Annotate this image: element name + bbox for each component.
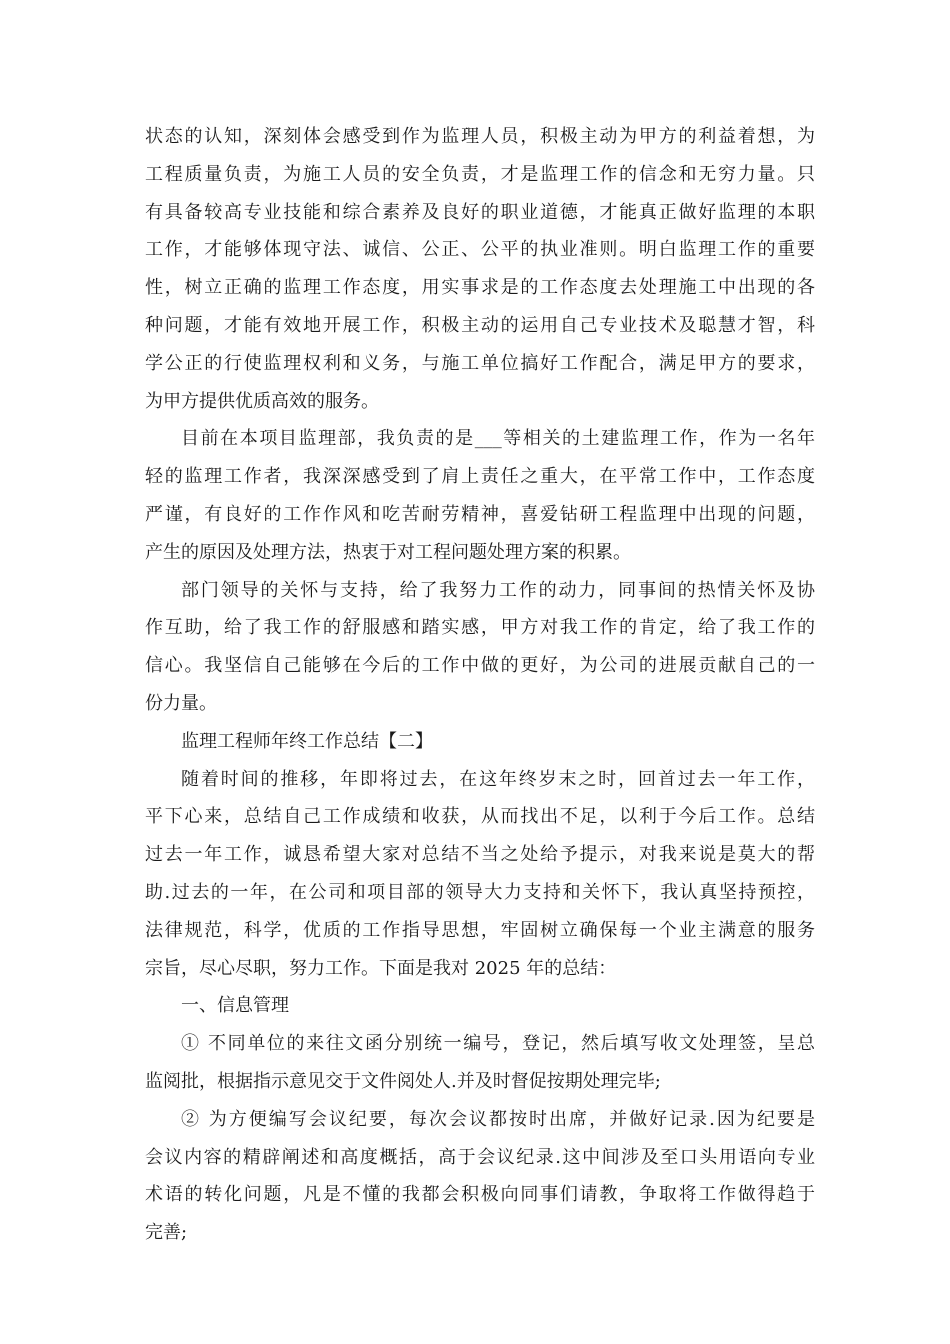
text-line: 目前在本项目监理部，我负责的是___等相关的土建监理工作，作为一名年 xyxy=(181,428,815,450)
text-line: 宗旨，尽心尽职，努力工作。下面是我对 2025 年的总结： xyxy=(145,957,617,979)
paragraph xyxy=(145,761,815,988)
text-line: 信心。我坚信自己能够在今后的工作中做的更好，为公司的进展贡献自己的一 xyxy=(145,655,815,677)
text-line: 为甲方提供优质高效的服务。 xyxy=(145,390,379,412)
paragraph xyxy=(145,1025,815,1101)
text-line: 产生的原因及处理方法，热衷于对工程问题处理方案的积累。 xyxy=(145,541,631,563)
text-line: 术语的转化问题，凡是不懂的我都会积极向同事们请教，争取将工作做得趋于 xyxy=(145,1184,815,1206)
text-line: 会议内容的精辟阐述和高度概括，高于会议纪录.这中间涉及至口头用语向专业 xyxy=(145,1146,815,1168)
text-line: 性，树立正确的监理工作态度，用实事求是的工作态度去处理施工中出现的各 xyxy=(145,277,815,299)
text-line: 学公正的行使监理权利和义务，与施工单位搞好工作配合，满足甲方的要求， xyxy=(145,352,815,374)
text-line: 作互助，给了我工作的舒服感和踏实感，甲方对我工作的肯定，给了我工作的 xyxy=(145,617,815,639)
text-line: 部门领导的关怀与支持，给了我努力工作的动力，同事间的热情关怀及协 xyxy=(181,579,815,601)
text-line: 工作，才能够体现守法、诚信、公正、公平的执业准则。明白监理工作的重要 xyxy=(145,239,815,261)
text-line: 完善; xyxy=(145,1222,188,1244)
paragraph xyxy=(145,572,815,723)
text-line: 过去一年工作，诚恳希望大家对总结不当之处给予提示，对我来说是莫大的帮 xyxy=(145,844,815,866)
text-line: 状态的认知，深刻体会感受到作为监理人员，积极主动为甲方的利益着想，为 xyxy=(145,126,815,147)
paragraph xyxy=(145,1101,815,1252)
text-line: 份力量。 xyxy=(145,692,217,714)
text-line: 助.过去的一年，在公司和项目部的领导大力支持和关怀下，我认真坚持预控， xyxy=(145,881,815,903)
text-line: 轻的监理工作者，我深深感受到了肩上责任之重大，在平常工作中，工作态度 xyxy=(145,466,815,488)
paragraph xyxy=(145,987,815,1025)
text-line: 平下心来，总结自己工作成绩和收获，从而找出不足，以利于今后工作。总结 xyxy=(145,806,815,828)
document-body xyxy=(145,118,815,1252)
text-line: 严谨，有良好的工作作风和吃苦耐劳精神，喜爱钻研工程监理中出现的问题， xyxy=(145,503,815,525)
text-line: ① 不同单位的来往文函分别统一编号，登记，然后填写收文处理签，呈总 xyxy=(181,1033,815,1055)
text-line: ② 为方便编写会议纪要，每次会议都按时出席，并做好记录.因为纪要是 xyxy=(181,1108,815,1130)
text-line: 种问题，才能有效地开展工作，积极主动的运用自己专业技术及聪慧才智，科 xyxy=(145,314,815,336)
paragraph xyxy=(145,420,815,571)
text-line: 工程质量负责，为施工人员的安全负责，才是监理工作的信念和无穷力量。只 xyxy=(145,163,815,185)
text-line: 随着时间的推移，年即将过去，在这年终岁末之时，回首过去一年工作， xyxy=(181,768,815,790)
text-line: 一、信息管理 xyxy=(181,995,289,1017)
text-line: 有具备较高专业技能和综合素养及良好的职业道德，才能真正做好监理的本职 xyxy=(145,201,815,223)
text-line: 监理工程师年终工作总结【二】 xyxy=(181,730,433,752)
text-line: 法律规范，科学，优质的工作指导思想，牢固树立确保每一个业主满意的服务 xyxy=(145,919,815,941)
paragraph xyxy=(145,118,815,420)
paragraph xyxy=(145,723,815,761)
text-line: 监阅批，根据指示意见交于文件阅处人.并及时督促按期处理完毕; xyxy=(145,1070,661,1092)
